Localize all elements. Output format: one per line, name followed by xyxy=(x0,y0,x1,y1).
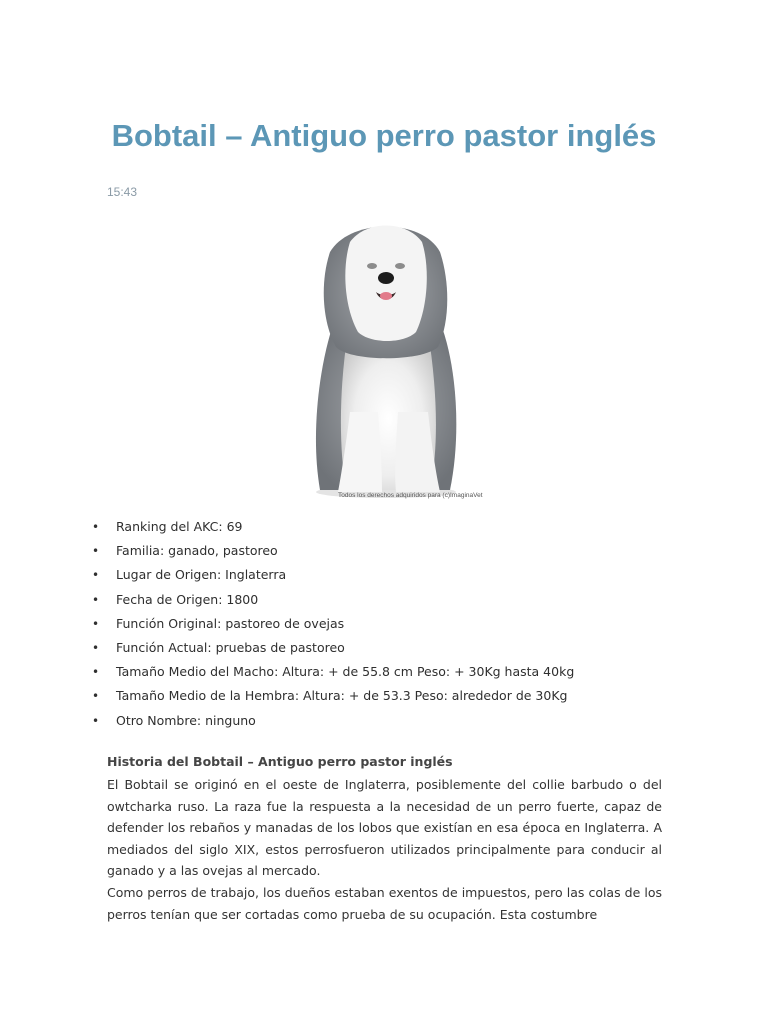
fact-text: Ranking del AKC: 69 xyxy=(116,519,243,534)
article-title: Bobtail – Antiguo perro pastor inglés xyxy=(111,118,657,153)
fact-text: Otro Nombre: ninguno xyxy=(116,712,256,728)
bullet-icon: • xyxy=(92,520,100,534)
list-item xyxy=(92,539,574,563)
bullet-icon: • xyxy=(92,616,100,631)
fact-text: Familia: ganado, pastoreo xyxy=(116,543,278,559)
fact-text: Tamaño Medio de la Hembra: Altura: + de 53.3 Peso: alrededor de 30Kg xyxy=(116,688,568,704)
fact-text: Función Original: pastoreo de ovejas xyxy=(116,615,345,631)
list-item xyxy=(92,684,574,708)
bullet-icon: • xyxy=(92,665,100,680)
image-caption: Todos los derechos adquiridos para (c)ImaginaVet xyxy=(338,492,483,499)
list-item xyxy=(92,636,574,660)
list-item xyxy=(92,563,574,587)
fact-text: Función Actual: pruebas de pastoreo xyxy=(116,639,345,655)
bullet-icon: • xyxy=(92,689,100,704)
list-item xyxy=(92,588,574,612)
dog-photo xyxy=(290,212,530,508)
bullet-icon: • xyxy=(92,544,100,559)
bullet-icon: • xyxy=(92,640,100,655)
section-heading: Historia del Bobtail – Antiguo perro pastor inglés xyxy=(107,754,453,769)
paragraph: El Bobtail se originó en el oeste de Inglaterra, posiblemente del collie barbudo o del owtcharka ruso. La raza fue la respuesta a la necesidad de un perro fuerte, capaz de defender los rebaños y manadas de los lobos que existían en esa época en Inglaterra. A mediados del siglo XIX, estos perrosfueron utilizados principalmente para conducir al ganado y a las ovejas al mercado. xyxy=(107,777,662,879)
fact-text: Tamaño Medio del Macho: Altura: + de 55.8 cm Peso: + 30Kg hasta 40kg xyxy=(116,664,575,680)
list-item xyxy=(92,612,574,636)
bullet-icon: • xyxy=(92,568,100,583)
fact-text: Lugar de Origen: Inglaterra xyxy=(116,567,287,583)
article-body xyxy=(107,774,662,925)
list-item xyxy=(92,709,574,733)
fact-text: Fecha de Origen: 1800 xyxy=(116,591,259,607)
bullet-icon: • xyxy=(92,713,100,728)
bullet-icon: • xyxy=(92,592,100,607)
post-time: 15:43 xyxy=(107,185,138,199)
breed-facts-list xyxy=(92,515,574,733)
paragraph: Como perros de trabajo, los dueños estaban exentos de impuestos, pero las colas de los perros tenían que ser cortadas como prueba de su ocupación. Esta costumbre xyxy=(107,884,662,922)
list-item xyxy=(92,660,574,684)
list-item xyxy=(92,515,574,539)
